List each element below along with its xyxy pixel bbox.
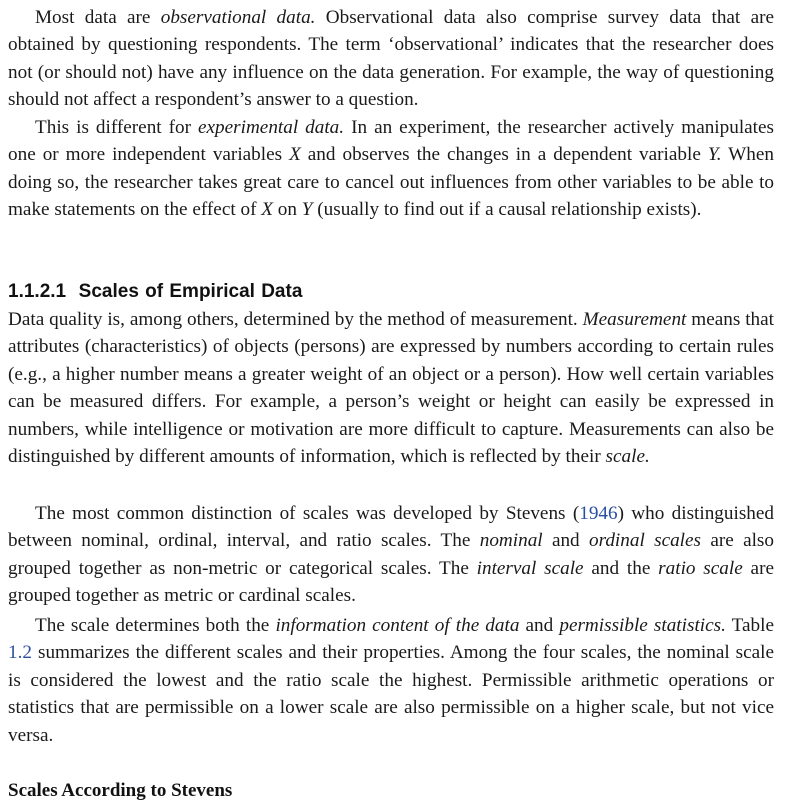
text: Table	[725, 615, 774, 636]
text: on	[273, 199, 302, 221]
section-title: Scales of Empirical Data	[78, 281, 303, 302]
text: and	[542, 530, 589, 552]
emphasis-term: permissible statistics.	[559, 615, 726, 636]
paragraph-measurement	[8, 306, 774, 470]
text: means that attributes (characteristics) of objects (persons) are expressed by numbers according to certain rules (e.g., a higher number means a greater weight of an object or a person). How well certain variables can be measured differs. For example, a person’s weight or height can easily be expressed in numbers, while intelligence or motivation are more difficult to capture. Measurements can also be distinguished by different amounts of information, which is reflected by their	[8, 309, 774, 468]
text: The scale determines both the	[35, 615, 276, 636]
emphasis-term: observational data.	[160, 7, 316, 28]
text: (usually to find out if a causal relationship exists).	[312, 199, 702, 221]
text: In an experiment, the researcher actively manipulates one or more independent variables	[8, 117, 774, 166]
text: This is different for	[35, 117, 198, 138]
text: ) who distinguished between nominal, ordinal, interval, and ratio scales. The	[8, 503, 774, 552]
paragraph-information-content	[8, 612, 774, 749]
variable-x: X	[289, 144, 301, 166]
text: and the	[583, 557, 659, 579]
text: are also grouped together as non-metric or categorical scales. The	[8, 530, 774, 579]
paragraph-experimental-data	[8, 114, 774, 224]
variable-y: Y	[301, 199, 313, 221]
section-heading	[8, 280, 302, 304]
variable-y: Y.	[707, 144, 722, 166]
section-number: 1.1.2.1	[8, 281, 67, 302]
text: are grouped together as metric or cardinal scales.	[8, 557, 774, 607]
text: and	[519, 615, 560, 636]
emphasis-term: information content of the data	[275, 615, 520, 636]
paragraph-stevens-scales	[8, 500, 774, 610]
paragraph-observational-data	[8, 4, 774, 114]
citation-link[interactable]: 1946	[579, 503, 618, 524]
emphasis-term: scale.	[605, 446, 650, 468]
emphasis-term: Measurement	[582, 309, 687, 330]
table-reference-link[interactable]: 1.2	[8, 642, 32, 664]
emphasis-term: experimental data.	[198, 117, 345, 138]
subheading: Scales According to Stevens	[8, 780, 233, 800]
text: When doing so, the researcher takes great care to cancel out influences from other variables to be able to make statements on the effect of	[8, 144, 774, 221]
text: Observational data also comprise survey data that are obtained by questioning respondents. The term ‘observational’ indicates that the researcher does not (or should not) have any influence on the data generation. For example, the way of questioning should not affect a respondent’s answer to a question.	[8, 7, 774, 111]
text: summarizes the different scales and their properties. Among the four scales, the nominal scale is considered the lowest and the ratio scale the highest. Permissible arithmetic operations or statistics that are permissible on a lower scale are also permissible on a higher scale, but not vice versa.	[8, 642, 774, 746]
text: Most data are	[35, 7, 161, 28]
emphasis-term: ordinal scales	[588, 530, 701, 552]
text: Data quality is, among others, determined by the method of measurement.	[8, 309, 583, 330]
emphasis-term: ratio scale	[658, 557, 743, 579]
emphasis-term: interval scale	[476, 557, 584, 579]
variable-x: X	[261, 199, 273, 221]
text: The most common distinction of scales was developed by Stevens (	[35, 503, 580, 524]
text: and observes the changes in a dependent variable	[300, 144, 708, 166]
emphasis-term: nominal	[479, 530, 543, 552]
